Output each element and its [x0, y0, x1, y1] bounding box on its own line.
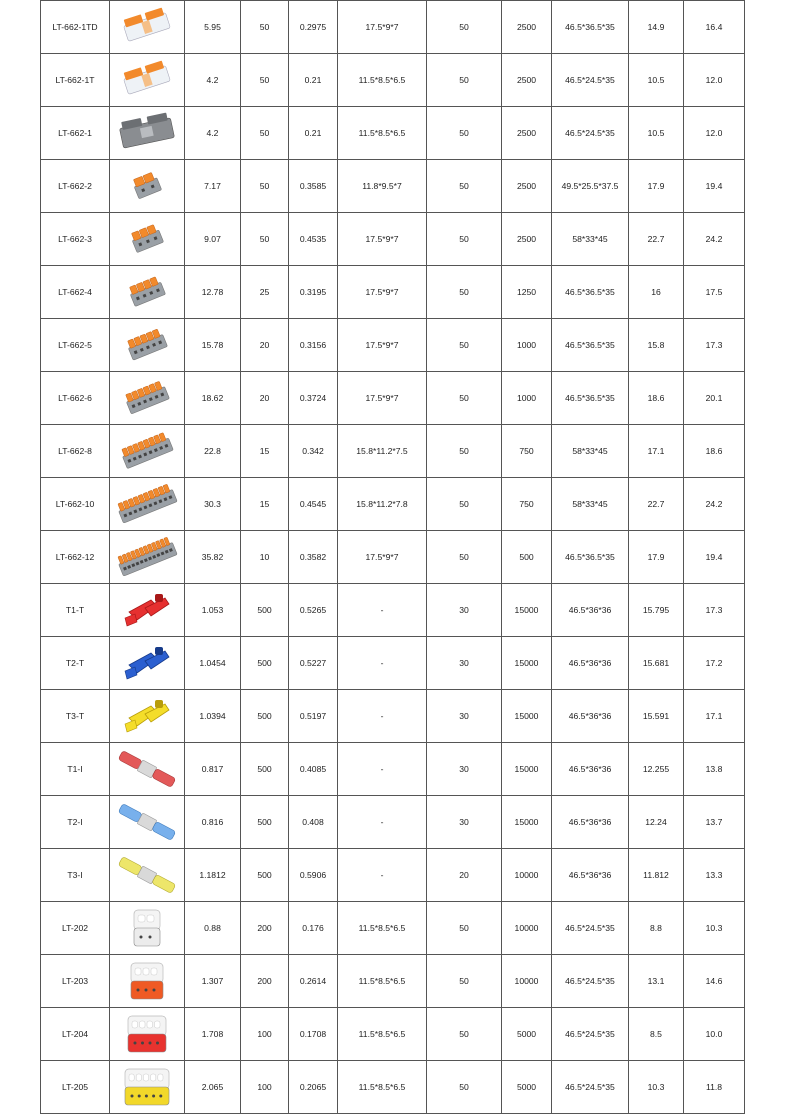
- model-cell: LT-662-8: [41, 425, 110, 478]
- model-cell: T3-I: [41, 849, 110, 902]
- model-cell: T2-I: [41, 796, 110, 849]
- spec-cell-c5: 30: [427, 796, 502, 849]
- spec-cell-c9: 12.0: [684, 54, 745, 107]
- product-image-cell: [110, 478, 185, 531]
- blue-inline-connector-icon: [115, 800, 179, 844]
- spec-cell-c4: 11.8*9.5*7: [338, 160, 427, 213]
- spec-cell-c8: 22.7: [629, 478, 684, 531]
- product-image-cell: [110, 213, 185, 266]
- product-image-cell: [110, 160, 185, 213]
- spec-cell-c9: 24.2: [684, 478, 745, 531]
- spec-cell-c8: 15.795: [629, 584, 684, 637]
- spec-cell-c7: 46.5*24.5*35: [552, 54, 629, 107]
- spec-cell-c4: 17.5*9*7: [338, 372, 427, 425]
- spec-cell-c5: 30: [427, 637, 502, 690]
- spec-cell-c4: -: [338, 796, 427, 849]
- spec-cell-c2: 50: [241, 107, 289, 160]
- model-cell: LT-204: [41, 1008, 110, 1061]
- spec-cell-c5: 50: [427, 54, 502, 107]
- red-t-tap-connector-icon: [115, 588, 179, 632]
- spec-cell-c1: 15.78: [185, 319, 241, 372]
- spec-cell-c2: 500: [241, 637, 289, 690]
- spec-cell-c4: 15.8*11.2*7.5: [338, 425, 427, 478]
- spec-cell-c2: 15: [241, 425, 289, 478]
- table-row: [41, 955, 745, 1008]
- spec-cell-c4: 15.8*11.2*7.8: [338, 478, 427, 531]
- spec-cell-c1: 22.8: [185, 425, 241, 478]
- spec-cell-c3: 0.1708: [289, 1008, 338, 1061]
- spec-cell-c9: 13.7: [684, 796, 745, 849]
- spec-cell-c1: 0.88: [185, 902, 241, 955]
- spec-cell-c4: -: [338, 690, 427, 743]
- product-image-cell: [110, 372, 185, 425]
- table-body: [41, 1, 745, 1114]
- spec-cell-c4: 11.5*8.5*6.5: [338, 107, 427, 160]
- model-cell: T2-T: [41, 637, 110, 690]
- spec-cell-c9: 12.0: [684, 107, 745, 160]
- spec-cell-c8: 12.24: [629, 796, 684, 849]
- spec-cell-c2: 500: [241, 743, 289, 796]
- product-image-cell: [110, 1008, 185, 1061]
- model-cell: LT-662-10: [41, 478, 110, 531]
- spec-cell-c6: 5000: [502, 1061, 552, 1114]
- spec-cell-c7: 46.5*36*36: [552, 849, 629, 902]
- spec-cell-c6: 2500: [502, 160, 552, 213]
- spec-cell-c4: -: [338, 743, 427, 796]
- table-row: [41, 743, 745, 796]
- spec-cell-c3: 0.21: [289, 107, 338, 160]
- spec-cell-c3: 0.5906: [289, 849, 338, 902]
- spec-cell-c3: 0.3156: [289, 319, 338, 372]
- spec-cell-c3: 0.342: [289, 425, 338, 478]
- spec-cell-c2: 100: [241, 1008, 289, 1061]
- spec-cell-c2: 25: [241, 266, 289, 319]
- spec-cell-c9: 17.3: [684, 319, 745, 372]
- spec-cell-c3: 0.5265: [289, 584, 338, 637]
- spec-cell-c3: 0.3195: [289, 266, 338, 319]
- spec-cell-c8: 8.5: [629, 1008, 684, 1061]
- spec-cell-c7: 46.5*24.5*35: [552, 1061, 629, 1114]
- model-cell: T1-I: [41, 743, 110, 796]
- yellow-t-tap-connector-icon: [115, 694, 179, 738]
- spec-cell-c6: 2500: [502, 107, 552, 160]
- spec-cell-c8: 10.5: [629, 54, 684, 107]
- orange-push-in-connector-3-icon: [115, 959, 179, 1003]
- spec-cell-c3: 0.5227: [289, 637, 338, 690]
- table-row: [41, 372, 745, 425]
- spec-cell-c9: 16.4: [684, 1, 745, 54]
- lever-connector-8-icon: [115, 429, 179, 473]
- spec-cell-c1: 4.2: [185, 107, 241, 160]
- spec-cell-c5: 50: [427, 319, 502, 372]
- clear-connector-orange-levers-icon: [115, 5, 179, 49]
- spec-cell-c7: 46.5*36.5*35: [552, 372, 629, 425]
- lever-connector-6-icon: [115, 376, 179, 420]
- model-cell: T3-T: [41, 690, 110, 743]
- table-row: [41, 531, 745, 584]
- spec-cell-c2: 50: [241, 1, 289, 54]
- product-image-cell: [110, 796, 185, 849]
- spec-cell-c7: 46.5*36.5*35: [552, 531, 629, 584]
- spec-cell-c5: 50: [427, 478, 502, 531]
- spec-cell-c2: 50: [241, 54, 289, 107]
- table-row: [41, 478, 745, 531]
- spec-cell-c4: -: [338, 637, 427, 690]
- spec-cell-c2: 500: [241, 796, 289, 849]
- product-image-cell: [110, 955, 185, 1008]
- spec-cell-c9: 17.3: [684, 584, 745, 637]
- table-row: [41, 160, 745, 213]
- lever-connector-4-icon: [115, 270, 179, 314]
- spec-cell-c9: 19.4: [684, 531, 745, 584]
- product-image-cell: [110, 425, 185, 478]
- spec-cell-c2: 50: [241, 160, 289, 213]
- spec-cell-c3: 0.3582: [289, 531, 338, 584]
- model-cell: LT-662-4: [41, 266, 110, 319]
- table-row: [41, 637, 745, 690]
- spec-cell-c7: 58*33*45: [552, 478, 629, 531]
- spec-cell-c5: 50: [427, 107, 502, 160]
- spec-cell-c1: 5.95: [185, 1, 241, 54]
- table-row: [41, 266, 745, 319]
- spec-cell-c2: 100: [241, 1061, 289, 1114]
- spec-cell-c8: 16: [629, 266, 684, 319]
- spec-cell-c9: 11.8: [684, 1061, 745, 1114]
- spec-cell-c1: 0.817: [185, 743, 241, 796]
- spec-cell-c6: 10000: [502, 955, 552, 1008]
- table-row: [41, 796, 745, 849]
- spec-cell-c8: 15.681: [629, 637, 684, 690]
- clear-connector-orange-levers-icon: [115, 58, 179, 102]
- grey-connector-icon: [115, 111, 179, 155]
- spec-cell-c9: 17.1: [684, 690, 745, 743]
- spec-cell-c1: 1.307: [185, 955, 241, 1008]
- spec-cell-c5: 50: [427, 266, 502, 319]
- spec-cell-c4: 11.5*8.5*6.5: [338, 955, 427, 1008]
- spec-cell-c6: 500: [502, 531, 552, 584]
- spec-cell-c3: 0.3585: [289, 160, 338, 213]
- spec-cell-c2: 500: [241, 584, 289, 637]
- spec-cell-c9: 14.6: [684, 955, 745, 1008]
- spec-cell-c8: 15.8: [629, 319, 684, 372]
- product-image-cell: [110, 1, 185, 54]
- table-row: [41, 849, 745, 902]
- spec-cell-c2: 20: [241, 372, 289, 425]
- spec-cell-c4: 17.5*9*7: [338, 213, 427, 266]
- model-cell: LT-662-1TD: [41, 1, 110, 54]
- product-image-cell: [110, 902, 185, 955]
- spec-cell-c6: 5000: [502, 1008, 552, 1061]
- spec-cell-c9: 13.8: [684, 743, 745, 796]
- spec-cell-c2: 20: [241, 319, 289, 372]
- spec-cell-c8: 15.591: [629, 690, 684, 743]
- lever-connector-12-icon: [115, 535, 179, 579]
- lever-connector-3-icon: [115, 217, 179, 261]
- spec-cell-c5: 50: [427, 372, 502, 425]
- lever-connector-10-icon: [115, 482, 179, 526]
- red-push-in-connector-4-icon: [115, 1012, 179, 1056]
- spec-cell-c7: 58*33*45: [552, 213, 629, 266]
- spec-cell-c3: 0.4535: [289, 213, 338, 266]
- spec-cell-c5: 50: [427, 160, 502, 213]
- spec-cell-c2: 200: [241, 955, 289, 1008]
- model-cell: LT-662-1: [41, 107, 110, 160]
- spec-cell-c7: 46.5*36*36: [552, 584, 629, 637]
- spec-cell-c4: 11.5*8.5*6.5: [338, 1008, 427, 1061]
- table-row: [41, 1, 745, 54]
- table-row: [41, 584, 745, 637]
- blue-t-tap-connector-icon: [115, 641, 179, 685]
- spec-cell-c3: 0.2065: [289, 1061, 338, 1114]
- spec-cell-c9: 17.5: [684, 266, 745, 319]
- white-push-in-connector-2-icon: [115, 906, 179, 950]
- product-image-cell: [110, 266, 185, 319]
- spec-cell-c7: 46.5*36*36: [552, 637, 629, 690]
- product-image-cell: [110, 690, 185, 743]
- spec-cell-c7: 46.5*36.5*35: [552, 1, 629, 54]
- spec-cell-c3: 0.5197: [289, 690, 338, 743]
- model-cell: LT-662-6: [41, 372, 110, 425]
- model-cell: LT-662-1T: [41, 54, 110, 107]
- spec-cell-c6: 15000: [502, 743, 552, 796]
- spec-cell-c8: 11.812: [629, 849, 684, 902]
- spec-cell-c3: 0.4085: [289, 743, 338, 796]
- spec-cell-c5: 50: [427, 1008, 502, 1061]
- spec-cell-c4: 17.5*9*7: [338, 319, 427, 372]
- lever-connector-2-icon: [115, 164, 179, 208]
- spec-cell-c1: 1.1812: [185, 849, 241, 902]
- product-image-cell: [110, 107, 185, 160]
- spec-cell-c6: 1250: [502, 266, 552, 319]
- spec-cell-c8: 17.9: [629, 160, 684, 213]
- spec-cell-c4: 11.5*8.5*6.5: [338, 54, 427, 107]
- spec-cell-c1: 12.78: [185, 266, 241, 319]
- model-cell: T1-T: [41, 584, 110, 637]
- lever-connector-5-icon: [115, 323, 179, 367]
- spec-cell-c8: 14.9: [629, 1, 684, 54]
- spec-cell-c9: 20.1: [684, 372, 745, 425]
- table-row: [41, 107, 745, 160]
- spec-cell-c7: 49.5*25.5*37.5: [552, 160, 629, 213]
- spec-cell-c8: 18.6: [629, 372, 684, 425]
- spec-cell-c6: 2500: [502, 213, 552, 266]
- spec-cell-c1: 7.17: [185, 160, 241, 213]
- spec-cell-c6: 2500: [502, 54, 552, 107]
- spec-cell-c1: 30.3: [185, 478, 241, 531]
- model-cell: LT-662-12: [41, 531, 110, 584]
- spec-cell-c2: 500: [241, 849, 289, 902]
- spec-cell-c8: 22.7: [629, 213, 684, 266]
- spec-cell-c4: 11.5*8.5*6.5: [338, 1061, 427, 1114]
- spec-cell-c2: 50: [241, 213, 289, 266]
- model-cell: LT-662-3: [41, 213, 110, 266]
- yellow-inline-connector-icon: [115, 853, 179, 897]
- spec-cell-c1: 9.07: [185, 213, 241, 266]
- spec-cell-c5: 30: [427, 743, 502, 796]
- spec-cell-c2: 15: [241, 478, 289, 531]
- spec-cell-c4: 17.5*9*7: [338, 266, 427, 319]
- model-cell: LT-203: [41, 955, 110, 1008]
- spec-cell-c7: 46.5*36.5*35: [552, 266, 629, 319]
- spec-cell-c7: 46.5*36*36: [552, 690, 629, 743]
- spec-cell-c5: 50: [427, 1061, 502, 1114]
- spec-cell-c1: 1.0394: [185, 690, 241, 743]
- spec-cell-c4: 11.5*8.5*6.5: [338, 902, 427, 955]
- product-image-cell: [110, 743, 185, 796]
- spec-cell-c5: 50: [427, 955, 502, 1008]
- spec-cell-c4: -: [338, 584, 427, 637]
- spec-cell-c8: 13.1: [629, 955, 684, 1008]
- product-image-cell: [110, 319, 185, 372]
- spec-cell-c1: 1.053: [185, 584, 241, 637]
- spec-cell-c9: 17.2: [684, 637, 745, 690]
- spec-cell-c3: 0.3724: [289, 372, 338, 425]
- table-row: [41, 690, 745, 743]
- spec-cell-c8: 10.3: [629, 1061, 684, 1114]
- product-image-cell: [110, 531, 185, 584]
- spec-cell-c6: 15000: [502, 584, 552, 637]
- table-row: [41, 425, 745, 478]
- spec-cell-c1: 35.82: [185, 531, 241, 584]
- spec-cell-c9: 10.0: [684, 1008, 745, 1061]
- spec-cell-c3: 0.4545: [289, 478, 338, 531]
- spec-cell-c7: 46.5*24.5*35: [552, 902, 629, 955]
- table-row: [41, 1008, 745, 1061]
- spec-cell-c9: 19.4: [684, 160, 745, 213]
- spec-cell-c6: 15000: [502, 637, 552, 690]
- spec-cell-c7: 46.5*36*36: [552, 743, 629, 796]
- red-inline-connector-icon: [115, 747, 179, 791]
- spec-cell-c7: 46.5*24.5*35: [552, 1008, 629, 1061]
- spec-cell-c4: 17.5*9*7: [338, 1, 427, 54]
- spec-cell-c6: 1000: [502, 372, 552, 425]
- table-row: [41, 213, 745, 266]
- spec-cell-c1: 18.62: [185, 372, 241, 425]
- spec-cell-c3: 0.408: [289, 796, 338, 849]
- spec-cell-c1: 1.708: [185, 1008, 241, 1061]
- spec-cell-c5: 50: [427, 213, 502, 266]
- spec-cell-c7: 46.5*24.5*35: [552, 955, 629, 1008]
- spec-cell-c9: 13.3: [684, 849, 745, 902]
- spec-cell-c7: 58*33*45: [552, 425, 629, 478]
- spec-cell-c6: 15000: [502, 690, 552, 743]
- table-row: [41, 54, 745, 107]
- spec-cell-c6: 10000: [502, 902, 552, 955]
- product-image-cell: [110, 849, 185, 902]
- spec-cell-c7: 46.5*36.5*35: [552, 319, 629, 372]
- spec-cell-c3: 0.21: [289, 54, 338, 107]
- table-row: [41, 319, 745, 372]
- spec-cell-c5: 30: [427, 584, 502, 637]
- spec-cell-c8: 8.8: [629, 902, 684, 955]
- spec-cell-c2: 200: [241, 902, 289, 955]
- spec-cell-c6: 750: [502, 425, 552, 478]
- spec-cell-c2: 10: [241, 531, 289, 584]
- spec-cell-c5: 20: [427, 849, 502, 902]
- spec-cell-c7: 46.5*36*36: [552, 796, 629, 849]
- spec-cell-c7: 46.5*24.5*35: [552, 107, 629, 160]
- spec-cell-c6: 2500: [502, 1, 552, 54]
- product-image-cell: [110, 584, 185, 637]
- spec-cell-c9: 10.3: [684, 902, 745, 955]
- product-spec-table: [40, 0, 745, 1114]
- spec-cell-c5: 50: [427, 531, 502, 584]
- spec-cell-c6: 1000: [502, 319, 552, 372]
- spec-cell-c1: 4.2: [185, 54, 241, 107]
- spec-cell-c5: 30: [427, 690, 502, 743]
- yellow-push-in-connector-5-icon: [115, 1065, 179, 1109]
- spec-cell-c5: 50: [427, 902, 502, 955]
- model-cell: LT-662-5: [41, 319, 110, 372]
- spec-cell-c3: 0.2975: [289, 1, 338, 54]
- spec-cell-c4: -: [338, 849, 427, 902]
- spec-cell-c8: 12.255: [629, 743, 684, 796]
- spec-cell-c1: 1.0454: [185, 637, 241, 690]
- spec-cell-c6: 15000: [502, 796, 552, 849]
- model-cell: LT-662-2: [41, 160, 110, 213]
- spec-cell-c9: 24.2: [684, 213, 745, 266]
- product-image-cell: [110, 54, 185, 107]
- model-cell: LT-205: [41, 1061, 110, 1114]
- spec-cell-c8: 10.5: [629, 107, 684, 160]
- spec-cell-c3: 0.176: [289, 902, 338, 955]
- table-row: [41, 1061, 745, 1114]
- model-cell: LT-202: [41, 902, 110, 955]
- spec-cell-c2: 500: [241, 690, 289, 743]
- spec-cell-c5: 50: [427, 1, 502, 54]
- spec-cell-c6: 10000: [502, 849, 552, 902]
- spec-cell-c5: 50: [427, 425, 502, 478]
- spec-cell-c8: 17.9: [629, 531, 684, 584]
- spec-cell-c3: 0.2614: [289, 955, 338, 1008]
- product-image-cell: [110, 1061, 185, 1114]
- product-image-cell: [110, 637, 185, 690]
- table-row: [41, 902, 745, 955]
- spec-cell-c9: 18.6: [684, 425, 745, 478]
- spec-cell-c1: 2.065: [185, 1061, 241, 1114]
- spec-cell-c1: 0.816: [185, 796, 241, 849]
- spec-cell-c4: 17.5*9*7: [338, 531, 427, 584]
- spec-cell-c6: 750: [502, 478, 552, 531]
- spec-cell-c8: 17.1: [629, 425, 684, 478]
